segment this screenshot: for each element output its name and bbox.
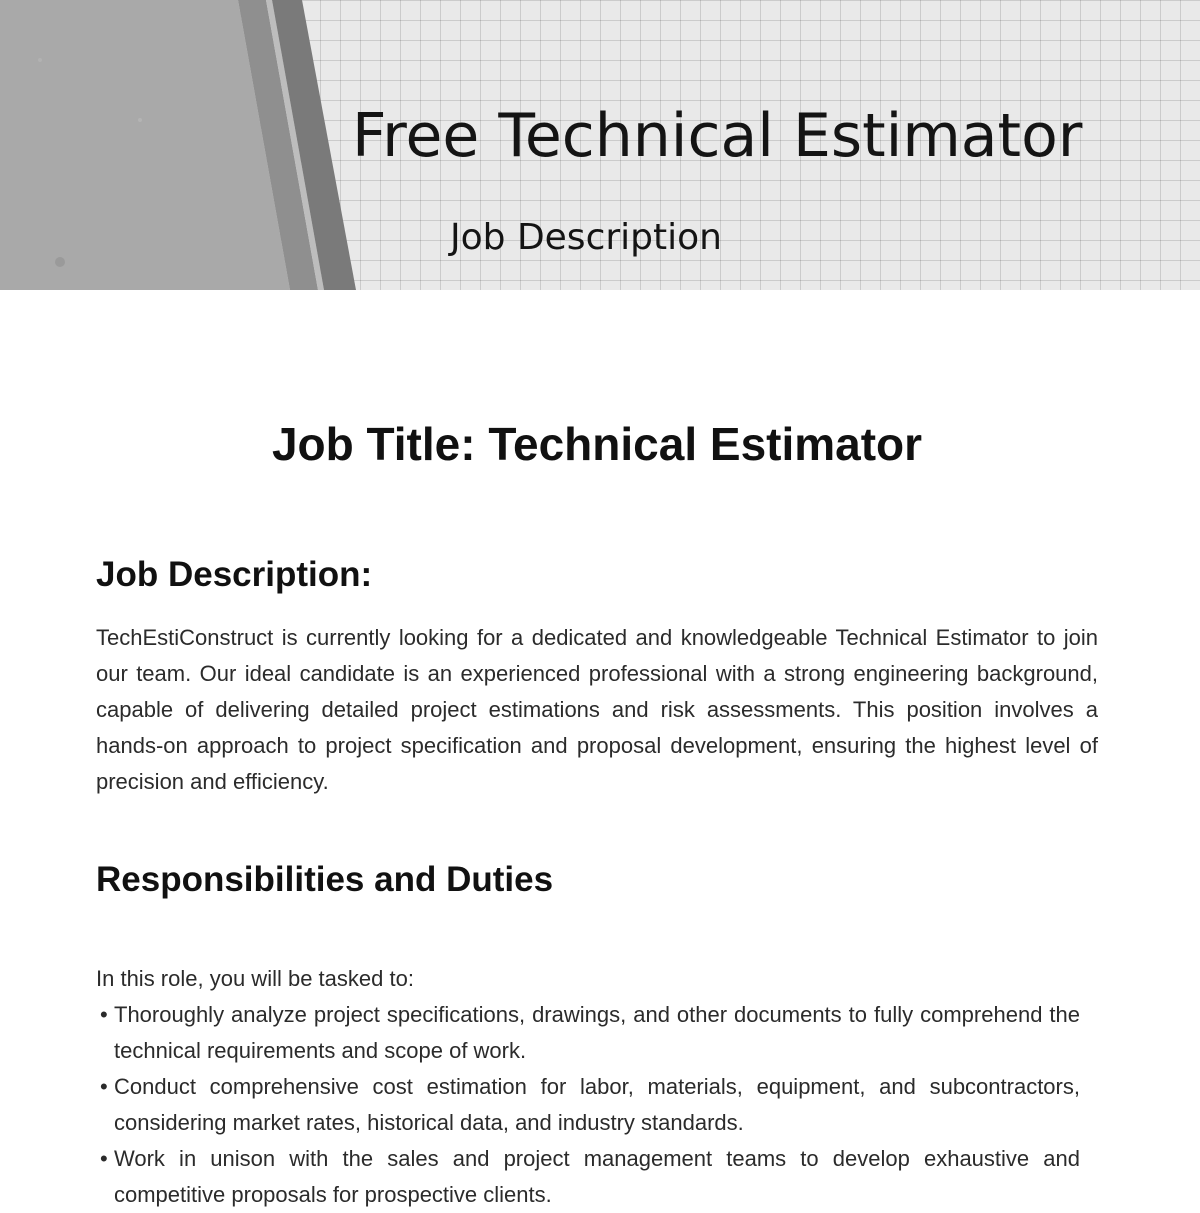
- bullet-icon: •: [100, 1074, 108, 1099]
- list-item-text: Thoroughly analyze project specifications, drawings, and other documents to fully comprehend the technical requirements and scope of work.: [114, 1002, 1080, 1063]
- list-item: [96, 997, 1080, 1069]
- bullet-icon: •: [100, 1002, 108, 1027]
- job-description-heading: Job Description:: [96, 555, 373, 594]
- bullet-icon: •: [100, 1146, 108, 1171]
- responsibilities-intro: In this role, you will be tasked to:: [96, 966, 414, 991]
- responsibilities-heading: Responsibilities and Duties: [96, 860, 554, 899]
- list-item-text: Work in unison with the sales and project management teams to develop exhaustive and competitive proposals for prospective clients.: [114, 1146, 1080, 1207]
- job-description-text: TechEstiConstruct is currently looking for a dedicated and knowledgeable Technical Estimator to join our team. Our ideal candidate is an experienced professional with a strong engineering background, capable of delivering detailed project estimations and risk assessments. This position involves a hands-on approach to project specification and proposal development, ensuring the highest level of precision and efficiency.: [96, 625, 1098, 794]
- job-title: Job Title: Technical Estimator: [271, 418, 923, 470]
- header-banner: [0, 0, 1200, 290]
- banner-subtitle: Job Description: [450, 217, 722, 258]
- folder-graphic: [0, 0, 360, 290]
- responsibilities-list: [96, 997, 1080, 1213]
- list-item-text: Conduct comprehensive cost estimation for labor, materials, equipment, and subcontractors, considering market rates, historical data, and industry standards.: [114, 1074, 1080, 1135]
- list-item: [96, 1141, 1080, 1213]
- list-item: [96, 1069, 1080, 1141]
- banner-title: Free Technical Estimator: [352, 101, 1083, 171]
